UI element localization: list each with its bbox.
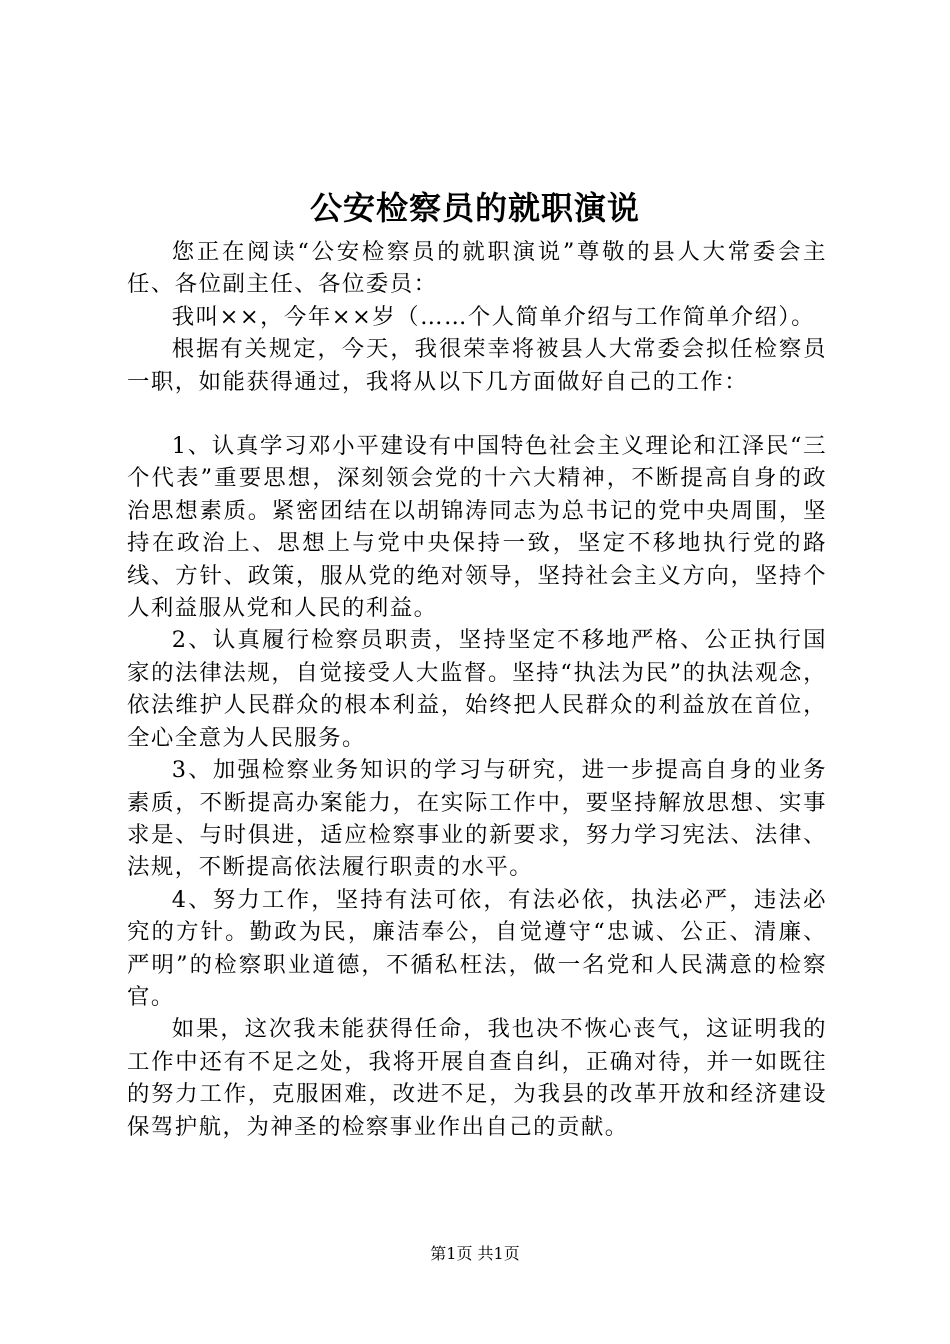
paragraph-closing: 如果，这次我未能获得任命，我也决不恢心丧气，这证明我的工作中还有不足之处，我将开展自查自纠，正确对待，并一如既往的努力工作，克服困难，改进不足，为我县的改革开放和经济建设保驾护航，为神圣的检察事业作出自己的贡献。 [127,1016,827,1140]
paragraph-spacer [127,398,827,430]
page-footer: 第1页 共1页 [430,1244,520,1263]
document-body [127,236,827,1143]
paragraph-greeting: 您正在阅读“公安检察员的就职演说”尊敬的县人大常委会主任、各位副主任、各位委员： [127,239,827,298]
paragraph-point-3: 3、加强检察业务知识的学习与研究，进一步提高自身的业务素质，不断提高办案能力，在实际工作中，要坚持解放思想、实事求是、与时俱进，适应检察事业的新要求，努力学习宪法、法律、法规，不断提高依法履行职责的水平。 [127,757,827,881]
document-title: 公安检察员的就职演说 [309,189,640,227]
paragraph-point-4: 4、努力工作，坚持有法可依，有法必依，执法必严，违法必究的方针。勤政为民，廉洁奉公，自觉遵守“忠诚、公正、清廉、严明”的检察职业道德，不循私枉法，做一名党和人民满意的检察官。 [127,886,827,1010]
paragraph-intent: 根据有关规定，今天，我很荣幸将被县人大常委会拟任检察员一职，如能获得通过，我将从以下几方面做好自己的工作： [127,336,827,395]
paragraph-self-intro: 我叫××，今年××岁（……个人简单介绍与工作简单介绍）。 [171,303,816,330]
paragraph-point-1: 1、认真学习邓小平建设有中国特色社会主义理论和江泽民“三个代表”重要思想，深刻领会党的十六大精神，不断提高自身的政治思想素质。紧密团结在以胡锦涛同志为总书记的党中央周围，坚持在政治上、思想上与党中央保持一致，坚定不移地执行党的路线、方针、政策，服从党的绝对领导，坚持社会主义方向，坚持个人利益服从党和人民的利益。 [127,433,827,622]
paragraph-point-2: 2、认真履行检察员职责，坚持坚定不移地严格、公正执行国家的法律法规，自觉接受人大监督。坚持“执法为民”的执法观念，依法维护人民群众的根本利益，始终把人民群众的利益放在首位，全心全意为人民服务。 [127,627,827,751]
